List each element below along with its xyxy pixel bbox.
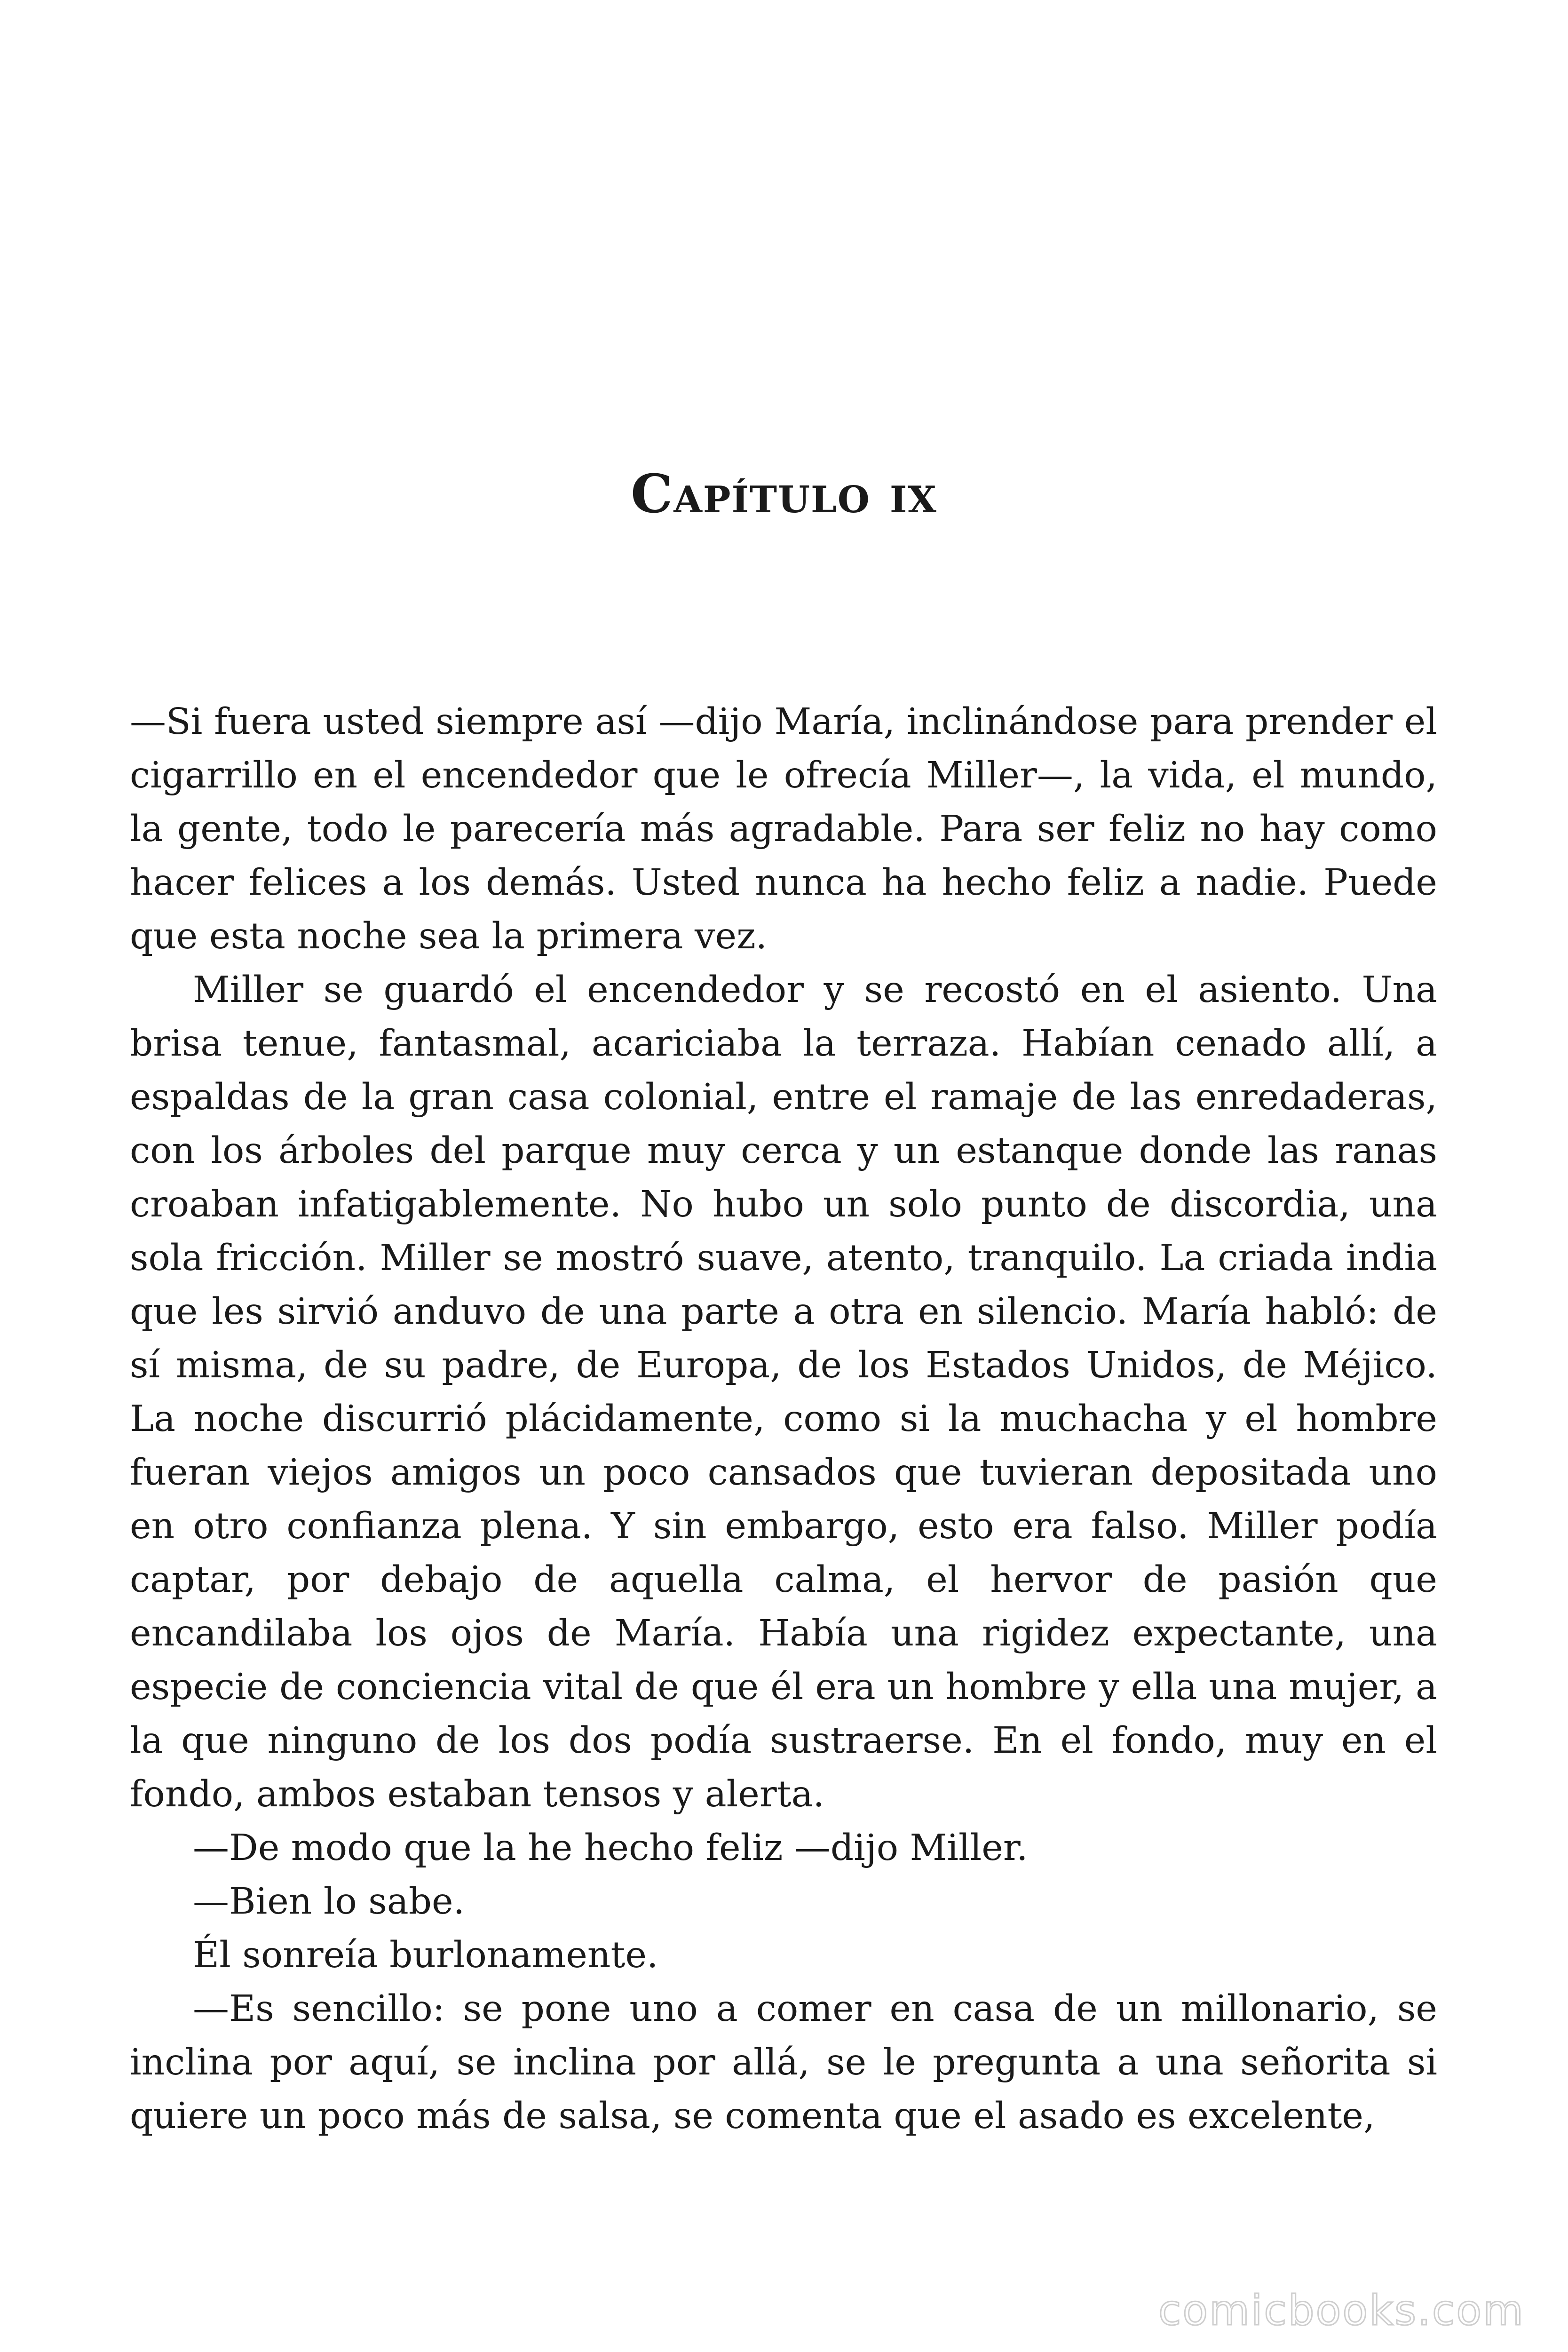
- watermark-logo: comicbooks.com: [1158, 2286, 1525, 2335]
- chapter-title: Capítulo ix: [631, 463, 937, 525]
- chapter-body: [130, 695, 1437, 2143]
- paragraph-2: Miller se guardó el encendedor y se recostó en el asiento. Una brisa tenue, fantasmal, acariciaba la terraza. Habían cenado allí, a espaldas de la gran casa colonial, entre el ramaje de las enredaderas, con los árboles del parque muy cerca y un estanque donde las ranas croaban infatigablemente. No hubo un solo punto de discordia, una sola fricción. Miller se mostró suave, atento, tranquilo. La criada india que les sirvió anduvo de una parte a otra en silencio. María habló: de sí misma, de su padre, de Europa, de los Estados Unidos, de Méjico. La noche discurrió plácidamente, como si la muchacha y el hombre fueran viejos amigos un poco cansados que tuvieran depositada uno en otro confianza plena. Y sin embargo, esto era falso. Miller podía captar, por debajo de aquella calma, el hervor de pasión que encandilaba los ojos de María. Había una rigidez expectante, una especie de conciencia vital de que él era un hombre y ella una mujer, a la que ninguno de los dos podía sustraerse. En el fondo, muy en el fondo, ambos estaban tensos y alerta.: [130, 969, 1437, 1815]
- paragraph-3: —De modo que la he hecho feliz —dijo Miller.: [193, 1827, 1028, 1869]
- paragraph-6: —Es sencillo: se pone uno a comer en casa de un millonario, se inclina por aquí, se inclina por allá, se le pregunta a una señorita si quiere un poco más de salsa, se comenta que el asado es excelente,: [130, 1988, 1437, 2137]
- paragraph-4: —Bien lo sabe.: [193, 1881, 465, 1923]
- paragraph-1: —Si fuera usted siempre así —dijo María, inclinándose para prender el cigarrillo en el encendedor que le ofrecía Miller—, la vida, el mundo, la gente, todo le parecería más agradable. Para ser feliz no hay como hacer felices a los demás. Usted nunca ha hecho feliz a nadie. Puede que esta noche sea la primera vez.: [130, 701, 1437, 957]
- paragraph-5: Él sonreía burlonamente.: [193, 1934, 658, 1976]
